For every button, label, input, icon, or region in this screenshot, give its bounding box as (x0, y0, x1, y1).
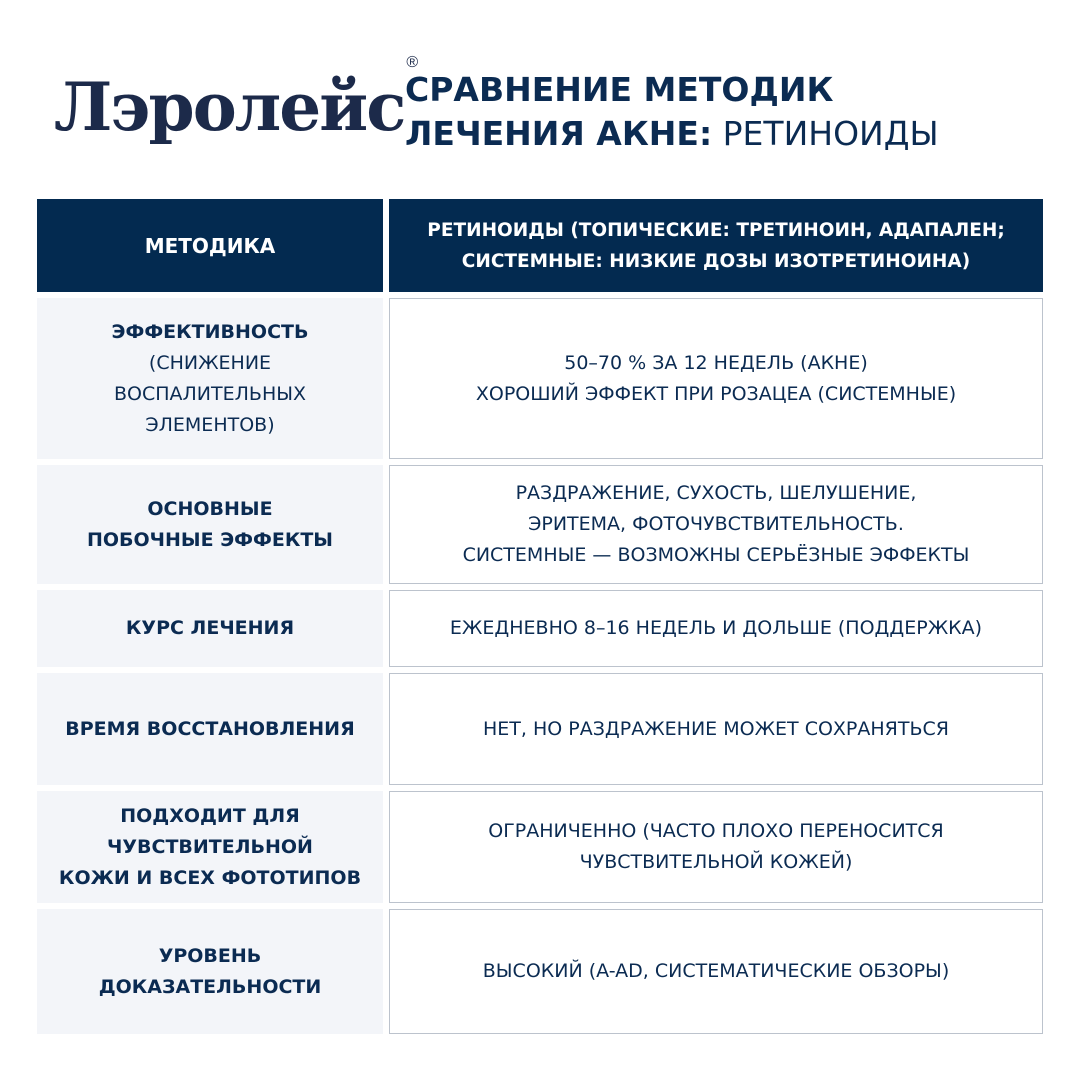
row-label-sensitive-skin: ПОДХОДИТ ДЛЯ ЧУВСТВИТЕЛЬНОЙ КОЖИ И ВСЕХ ФОТОТИПОВ (37, 791, 383, 903)
label-subtext: (СНИЖЕНИЕ ВОСПАЛИТЕЛЬНЫХ ЭЛЕМЕНТОВ) (113, 351, 307, 436)
title-line2-bold: ЛЕЧЕНИЯ АКНЕ: (405, 114, 713, 153)
label-text: ЭФФЕКТИВНОСТЬ (111, 320, 309, 343)
logo-text: Лэролейс (54, 68, 405, 146)
row-value-side-effects: РАЗДРАЖЕНИЕ, СУХОСТЬ, ШЕЛУШЕНИЕ, ЭРИТЕМА, ФОТОЧУВСТВИТЕЛЬНОСТЬ. СИСТЕМНЫЕ — ВОЗМОЖНЫ СЕРЬЁЗНЫЕ ЭФФЕКТЫ (389, 465, 1043, 584)
brand-logo (54, 54, 419, 146)
page-title (405, 68, 939, 156)
row-label-recovery: ВРЕМЯ ВОССТАНОВЛЕНИЯ (37, 673, 383, 785)
row-value-sensitive-skin: ОГРАНИЧЕННО (ЧАСТО ПЛОХО ПЕРЕНОСИТСЯ ЧУВСТВИТЕЛЬНОЙ КОЖЕЙ) (389, 791, 1043, 903)
registered-mark: ® (406, 54, 419, 71)
row-label-evidence: УРОВЕНЬ ДОКАЗАТЕЛЬНОСТИ (37, 909, 383, 1034)
title-line1: СРАВНЕНИЕ МЕТОДИК (405, 70, 834, 109)
header-method: МЕТОДИКА (37, 199, 383, 292)
row-value-evidence: ВЫСОКИЙ (A-AD, СИСТЕМАТИЧЕСКИЕ ОБЗОРЫ) (389, 909, 1043, 1034)
row-label-efficacy (37, 298, 383, 459)
row-value-course: ЕЖЕДНЕВНО 8–16 НЕДЕЛЬ И ДОЛЬШЕ (ПОДДЕРЖКА) (389, 590, 1043, 667)
header-retinoids: РЕТИНОИДЫ (ТОПИЧЕСКИЕ: ТРЕТИНОИН, АДАПАЛЕН; СИСТЕМНЫЕ: НИЗКИЕ ДОЗЫ ИЗОТРЕТИНОИНА) (389, 199, 1043, 292)
row-label-course: КУРС ЛЕЧЕНИЯ (37, 590, 383, 667)
row-value-efficacy: 50–70 % ЗА 12 НЕДЕЛЬ (АКНЕ) ХОРОШИЙ ЭФФЕКТ ПРИ РОЗАЦЕА (СИСТЕМНЫЕ) (389, 298, 1043, 459)
title-line2-rest: РЕТИНОИДЫ (712, 114, 939, 153)
row-value-recovery: НЕТ, НО РАЗДРАЖЕНИЕ МОЖЕТ СОХРАНЯТЬСЯ (389, 673, 1043, 785)
row-label-side-effects: ОСНОВНЫЕ ПОБОЧНЫЕ ЭФФЕКТЫ (37, 465, 383, 584)
